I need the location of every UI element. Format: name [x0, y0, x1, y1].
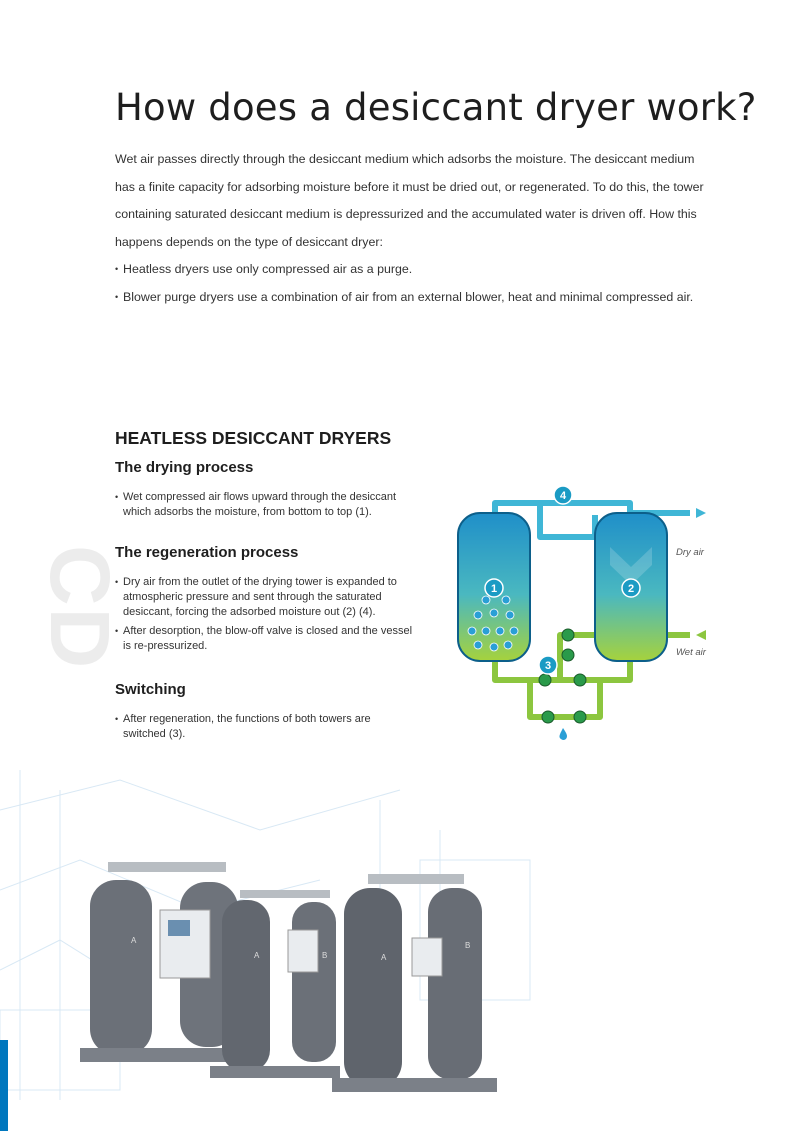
- svg-text:B: B: [322, 951, 328, 960]
- dryer-unit-1: [80, 862, 240, 1062]
- svg-text:A: A: [381, 953, 387, 962]
- drying-bullet: • Wet compressed air flows upward through the desiccant which adsorbs the moisture, from bottom to top (1).: [115, 490, 415, 520]
- svg-text:A: A: [254, 951, 260, 960]
- intro-bullet-heatless: • Heatless dryers use only compressed air as a purge.: [115, 256, 705, 284]
- drying-process-list: [115, 490, 415, 524]
- intro-paragraph: Wet air passes directly through the desiccant medium which adsorbs the moisture. The desiccant medium has a finite capacity for adsorbing moisture before it must be dried out, or regenerated. To do this, the tower containing saturated desiccant medium is depressurized and the accumulated water is driven off. How this happens depends on the type of desiccant dryer:: [115, 152, 704, 249]
- drying-process-heading: The drying process: [115, 459, 254, 476]
- marker-2: [622, 579, 640, 597]
- dryer-process-diagram: [450, 485, 710, 750]
- dry-air-arrow-icon: [696, 508, 706, 518]
- accent-bar: [0, 1040, 8, 1131]
- wet-air-arrow-icon: [696, 630, 706, 640]
- marker-1: [485, 579, 503, 597]
- dryer-unit-3: [332, 874, 497, 1092]
- svg-text:1: 1: [490, 583, 498, 595]
- svg-text:2: 2: [627, 583, 635, 595]
- marker-4: [554, 486, 572, 504]
- regeneration-bullet-2: • After desorption, the blow-off valve is closed and the vessel is re-pressurized.: [115, 624, 415, 654]
- wet-air-label: Wet air: [676, 647, 706, 658]
- intro-bullet-blower-purge: • Blower purge dryers use a combination of air from an external blower, heat and minimal compressed air.: [115, 284, 705, 312]
- dryer-unit-2: [210, 890, 340, 1078]
- dry-air-label: Dry air: [676, 547, 704, 558]
- svg-text:4: 4: [559, 490, 567, 502]
- switching-list: [115, 712, 415, 746]
- intro-section: [115, 146, 705, 311]
- svg-text:3: 3: [544, 660, 552, 672]
- svg-text:A: A: [131, 936, 137, 945]
- section-heading: HEATLESS DESICCANT DRYERS: [115, 428, 392, 448]
- switching-bullet: • After regeneration, the functions of both towers are switched (3).: [115, 712, 415, 742]
- watermark-text: CD: [33, 545, 127, 671]
- page-title: How does a desiccant dryer work?: [115, 86, 757, 129]
- intro-bullet-list: [115, 256, 705, 311]
- regeneration-process-list: [115, 575, 415, 658]
- regeneration-bullet-1: • Dry air from the outlet of the drying tower is expanded to atmospheric pressure and sent through the saturated desiccant, forcing the adsorbed moisture out (2) (4).: [115, 575, 415, 620]
- drain-droplet-icon: [560, 728, 567, 740]
- svg-text:B: B: [465, 941, 471, 950]
- dryer-product-photo: [0, 770, 560, 1100]
- marker-3: [539, 656, 557, 674]
- regeneration-process-heading: The regeneration process: [115, 544, 299, 561]
- switching-heading: Switching: [115, 681, 186, 698]
